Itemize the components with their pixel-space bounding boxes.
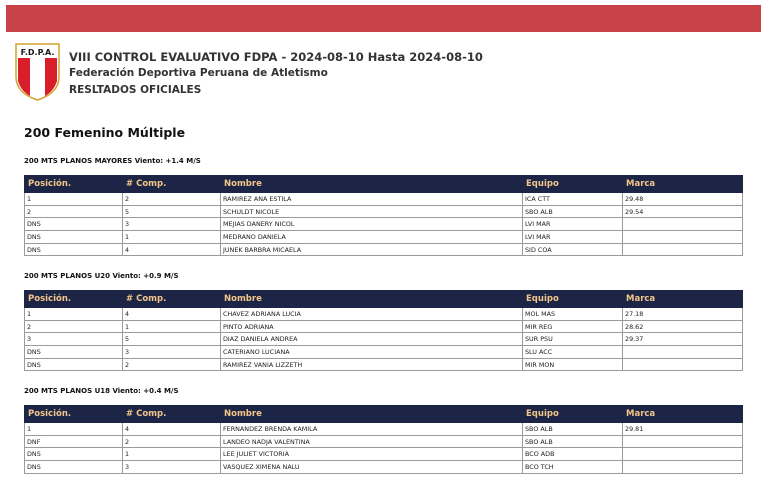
cell-mark: 29.54 (623, 205, 743, 218)
cell-comp: 1 (123, 320, 221, 333)
col-header-comp: # Comp. (123, 406, 221, 423)
cell-position: 1 (25, 423, 123, 436)
cell-comp: 4 (123, 423, 221, 436)
cell-position: DNS (25, 461, 123, 474)
cell-comp: 1 (123, 231, 221, 244)
cell-name: RAMIREZ ANA ESTILA (221, 193, 523, 206)
table-row (25, 423, 743, 436)
cell-position: 1 (25, 193, 123, 206)
cell-mark (623, 243, 743, 256)
table-row (25, 346, 743, 359)
cell-mark (623, 346, 743, 359)
col-header-comp: # Comp. (123, 176, 221, 193)
section-name: 200 MTS PLANOS U18 (24, 387, 110, 395)
col-header-name: Nombre (221, 176, 523, 193)
col-header-comp: # Comp. (123, 291, 221, 308)
cell-mark: 28.62 (623, 320, 743, 333)
fdpa-logo (15, 43, 60, 101)
col-header-team: Equipo (523, 176, 623, 193)
cell-name: JUNEK BARBRA MICAELA (221, 243, 523, 256)
cell-team: SID COA (523, 243, 623, 256)
wind-reading: Viento: +0.9 M/S (112, 272, 179, 280)
wind-reading: Viento: +0.4 M/S (112, 387, 179, 395)
cell-team: BCO TCH (523, 461, 623, 474)
results-table (24, 175, 743, 256)
cell-position: 3 (25, 333, 123, 346)
table-row (25, 333, 743, 346)
col-header-team: Equipo (523, 406, 623, 423)
section-title (24, 272, 179, 280)
cell-name: MEJIAS DANERY NICOL (221, 218, 523, 231)
cell-position: DNS (25, 231, 123, 244)
cell-team: ICA CTT (523, 193, 623, 206)
cell-mark: 29.37 (623, 333, 743, 346)
cell-position: DNS (25, 346, 123, 359)
cell-team: LVI MAR (523, 218, 623, 231)
table-row (25, 448, 743, 461)
results-table (24, 405, 743, 474)
cell-mark (623, 231, 743, 244)
col-header-name: Nombre (221, 291, 523, 308)
table-row (25, 461, 743, 474)
table-row (25, 358, 743, 371)
cell-name: VASQUEZ XIMENA NALU (221, 461, 523, 474)
cell-mark: 29.81 (623, 423, 743, 436)
col-header-mark: Marca (623, 406, 743, 423)
cell-comp: 2 (123, 435, 221, 448)
col-header-position: Posición. (25, 176, 123, 193)
cell-team: MIR REG (523, 320, 623, 333)
cell-name: CATERIANO LUCIANA (221, 346, 523, 359)
cell-position: 1 (25, 308, 123, 321)
cell-mark: 27.18 (623, 308, 743, 321)
cell-team: BCO ADB (523, 448, 623, 461)
cell-name: LANDEO NADJA VALENTINA (221, 435, 523, 448)
cell-name: FERNANDEZ BRENDA KAMILA (221, 423, 523, 436)
cell-mark (623, 461, 743, 474)
cell-comp: 3 (123, 461, 221, 474)
cell-name: MEDRANO DANIELA (221, 231, 523, 244)
cell-mark (623, 218, 743, 231)
cell-team: MOL MAS (523, 308, 623, 321)
cell-name: SCHULDT NICOLE (221, 205, 523, 218)
col-header-position: Posición. (25, 291, 123, 308)
cell-mark (623, 448, 743, 461)
cell-team: LVI MAR (523, 231, 623, 244)
cell-comp: 4 (123, 308, 221, 321)
table-row (25, 205, 743, 218)
cell-position: 2 (25, 320, 123, 333)
table-row (25, 231, 743, 244)
meet-title: VIII CONTROL EVALUATIVO FDPA - 2024-08-10 Hasta 2024-08-10 (69, 50, 483, 64)
cell-position: DNS (25, 218, 123, 231)
cell-position: DNS (25, 358, 123, 371)
col-header-name: Nombre (221, 406, 523, 423)
top-banner (6, 5, 761, 32)
cell-name: LEE JULIET VICTORIA (221, 448, 523, 461)
table-row (25, 218, 743, 231)
cell-name: CHAVEZ ADRIANA LUCIA (221, 308, 523, 321)
col-header-mark: Marca (623, 291, 743, 308)
cell-comp: 1 (123, 448, 221, 461)
cell-comp: 3 (123, 346, 221, 359)
cell-position: DNS (25, 448, 123, 461)
table-row (25, 435, 743, 448)
cell-name: PINTO ADRIANA (221, 320, 523, 333)
cell-name: DIAZ DANIELA ANDREA (221, 333, 523, 346)
cell-comp: 2 (123, 193, 221, 206)
event-title: 200 Femenino Múltiple (24, 125, 186, 140)
cell-mark (623, 435, 743, 448)
cell-comp: 5 (123, 333, 221, 346)
cell-position: DNF (25, 435, 123, 448)
cell-team: SBO ALB (523, 423, 623, 436)
cell-position: DNS (25, 243, 123, 256)
cell-mark: 29.48 (623, 193, 743, 206)
svg-text:F.D.P.A.: F.D.P.A. (20, 48, 55, 57)
section-title (24, 157, 201, 165)
col-header-position: Posición. (25, 406, 123, 423)
cell-position: 2 (25, 205, 123, 218)
results-table (24, 290, 743, 371)
col-header-team: Equipo (523, 291, 623, 308)
table-row (25, 193, 743, 206)
col-header-mark: Marca (623, 176, 743, 193)
cell-team: SUR PSU (523, 333, 623, 346)
wind-reading: Viento: +1.4 M/S (134, 157, 201, 165)
cell-comp: 3 (123, 218, 221, 231)
results-label: RESLTADOS OFICIALES (69, 84, 202, 96)
federation-name: Federación Deportiva Peruana de Atletismo (69, 67, 328, 79)
cell-team: MIR MON (523, 358, 623, 371)
section-name: 200 MTS PLANOS U20 (24, 272, 110, 280)
cell-name: RAMIREZ VANIA LIZZETH (221, 358, 523, 371)
cell-team: SBO ALB (523, 435, 623, 448)
section-name: 200 MTS PLANOS MAYORES (24, 157, 133, 165)
cell-mark (623, 358, 743, 371)
cell-comp: 2 (123, 358, 221, 371)
table-row (25, 243, 743, 256)
section-title (24, 387, 179, 395)
cell-team: SLU ACC (523, 346, 623, 359)
cell-comp: 4 (123, 243, 221, 256)
table-row (25, 320, 743, 333)
cell-team: SBO ALB (523, 205, 623, 218)
table-row (25, 308, 743, 321)
cell-comp: 5 (123, 205, 221, 218)
